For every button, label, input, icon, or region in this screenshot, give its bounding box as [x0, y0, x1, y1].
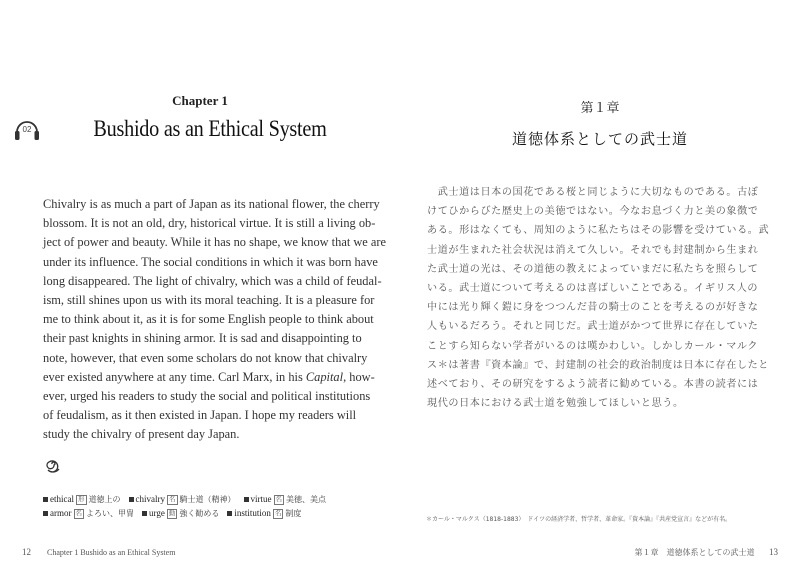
vocab-item [129, 495, 236, 504]
vocab-item [244, 495, 327, 504]
bullet-square-icon [129, 497, 134, 502]
bullet-square-icon [227, 511, 232, 516]
jp-body-line: 士道が生まれた社会状況は消えて久しい。それでも封建制から生まれ [427, 244, 759, 256]
body-line: ever existed anywhere at any time. Carl Marx, in his Capital, how- [43, 369, 375, 384]
running-head-left: Chapter 1 Bushido as an Ethical System [47, 548, 176, 557]
body-line: their past knights in shining armor. It is sad and disappointing to [43, 331, 362, 346]
jp-chapter-label: 第１章 [580, 101, 620, 116]
vocab-item [43, 495, 121, 504]
page-number-right: 13 [769, 547, 778, 557]
chapter-title: Bushido as an Ethical System [93, 116, 327, 141]
part-of-speech: 動 [168, 509, 176, 517]
jp-body-line: ある。形はなくても、周知のように私たちはその影響を受けている。武 [427, 225, 770, 237]
body-line: Chivalry is as much a part of Japan as its national flower, the cherry [43, 197, 380, 211]
vocab-word: virtue [250, 494, 272, 504]
vocab-meaning: 道徳上の [88, 495, 121, 504]
part-of-speech: 名 [274, 509, 282, 517]
vocab-word: chivalry [135, 494, 165, 504]
jp-body-line: 述べており、その研究をするよう読者に勧めている。本書の読者には [427, 378, 759, 390]
left-footer [22, 547, 175, 557]
vocab-item [142, 509, 219, 518]
body-line: ject of power and beauty. While it has no shape, we know that we are [43, 235, 387, 250]
jp-chapter-title: 道徳体系としての武士道 [511, 130, 688, 148]
vocabulary-list [43, 494, 383, 522]
jp-body-line: た武士道の光は、その道徳の教えによっていまだに私たちを照らして [427, 263, 759, 275]
part-of-speech: 形 [78, 495, 85, 503]
page-number-left: 12 [22, 547, 31, 557]
jp-body-line: 武士道は日本の国花である桜と同じように大切なものである。古ぼ [427, 187, 759, 198]
spiral-icon [43, 455, 61, 473]
vocab-row [43, 494, 383, 508]
bullet-square-icon [244, 497, 249, 502]
vocab-meaning: 美徳、美点 [286, 495, 326, 504]
right-footer [634, 547, 778, 558]
running-head-right: 第１章 道徳体系としての武士道 [634, 548, 755, 557]
right-page [400, 0, 800, 570]
vocab-meaning: 強く勧める [179, 509, 220, 518]
body-line: long disappeared. The light of chivalry, which was a child of feudal- [43, 273, 382, 288]
part-of-speech: 名 [169, 495, 176, 503]
vocab-word: urge [149, 508, 165, 518]
vocab-word: institution [234, 508, 271, 518]
english-body-text [43, 195, 387, 445]
vocab-word: ethical [50, 494, 74, 504]
bullet-square-icon [142, 511, 147, 516]
jp-body-line: 中には光り輝く鎧に身をつつんだ昔の騎士のことを考えるのが好きな [427, 302, 759, 314]
japanese-body-text [427, 183, 770, 413]
vocab-item [227, 509, 301, 518]
jp-body-line: 現代の日本における武士道を勉強してほしいと思う。 [427, 398, 684, 410]
jp-body-line: けてひからびた歴史上の美徳ではない。今なお息づく力と美の象徴で [427, 206, 759, 218]
body-line: ever, urged his readers to study the social and political institutions [43, 389, 371, 404]
body-line: blossom. It is not an old, dry, historical virtue. It is still a living ob- [43, 216, 376, 231]
bullet-square-icon [43, 497, 48, 502]
body-line: of feudalism, as it then existed in Japan. I hope my readers will [43, 408, 357, 423]
vocab-word: armor [50, 508, 72, 518]
body-line: me to think about it, as it is for some English people to think about [43, 312, 374, 327]
vocab-meaning: 制度 [285, 509, 302, 518]
jp-body-line: 人もいるだろう。それと同じだ。武士道がかつて世界に存在していた [427, 321, 759, 333]
body-line: ism, still shines upon us with its moral teaching. It is a pleasure for [43, 293, 375, 308]
chapter-label: Chapter 1 [172, 93, 228, 108]
vocab-row [43, 508, 383, 522]
part-of-speech: 名 [75, 509, 82, 517]
footnote: ＊カール・マルクス（1818-1883） ドイツの経済学者、哲学者、革命家。『資本論』『共産党宣言』などが有名。 [426, 516, 732, 523]
body-line: under its influence. The social conditions in which it was born have [43, 254, 378, 269]
part-of-speech: 名 [275, 495, 282, 503]
vocab-meaning: よろい、甲冑 [86, 509, 134, 518]
vocab-meaning: 騎士道（精神） [179, 495, 236, 504]
bullet-square-icon [43, 511, 48, 516]
jp-body-line: いる。武士道について考えるのは喜ばしいことである。イギリス人の [427, 282, 759, 294]
jp-body-line: ス＊は著書『資本論』で、封建制の社会的政治制度は日本に存在したと [427, 359, 769, 371]
book-title-capital: Capital [305, 369, 344, 384]
body-line: note, however, that even some scholars do not know that chivalry [43, 350, 368, 365]
jp-body-line: ことすら知らない学者がいるのは嘆かわしい。しかしカール・マルク [427, 340, 759, 352]
body-line: study the chivalry of present day Japan. [43, 427, 240, 442]
audio-track-number: 02 [22, 125, 32, 134]
vocab-item [43, 509, 134, 518]
